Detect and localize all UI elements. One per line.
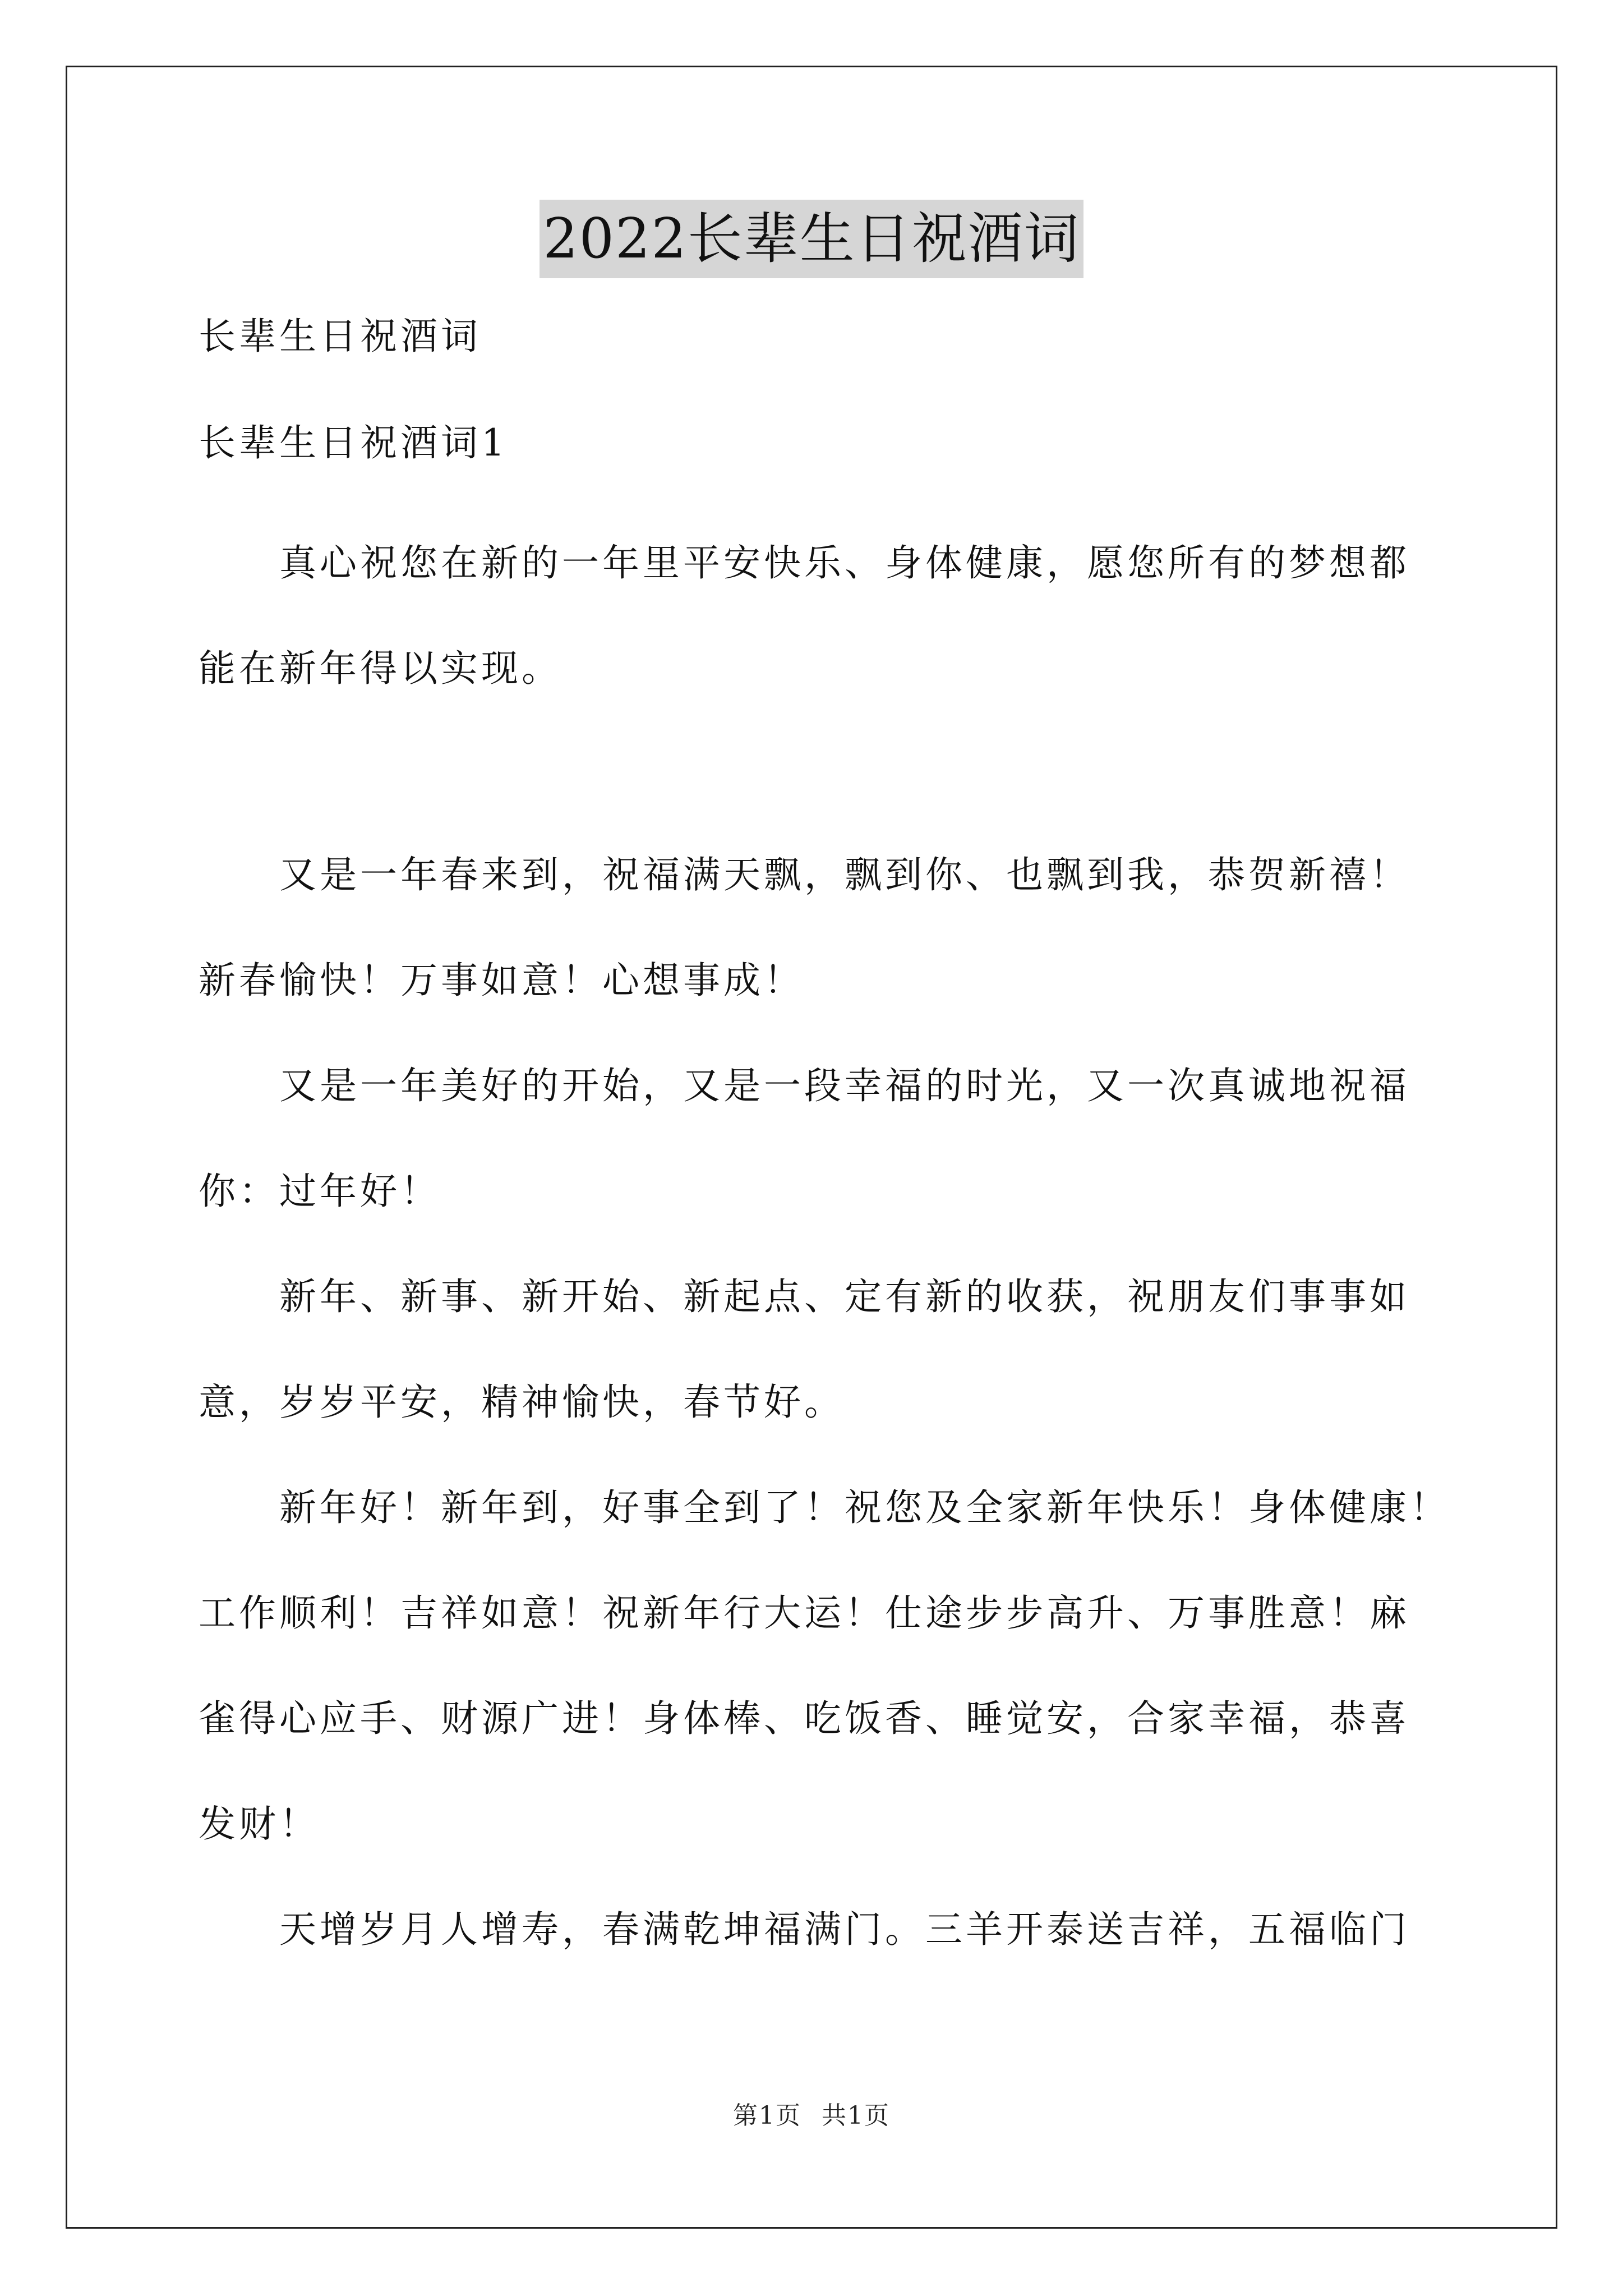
document-body bbox=[199, 314, 1455, 1982]
paragraph-line: 真心祝您在新的一年里平安快乐、身体健康，愿您所有的梦想都 bbox=[279, 541, 1410, 585]
paragraph-3 bbox=[199, 1033, 1455, 1244]
paragraph-line: 新春愉快！万事如意！心想事成！ bbox=[199, 959, 804, 1002]
paragraph-line: 意，岁岁平安，精神愉快，春节好。 bbox=[199, 1381, 845, 1424]
subheading: 长辈生日祝酒词 bbox=[199, 315, 481, 358]
page-number-total: 共1页 bbox=[822, 2101, 890, 2130]
paragraph-line: 又是一年春来到，祝福满天飘，飘到你、也飘到我，恭贺新禧！ bbox=[279, 853, 1410, 896]
paragraph-5 bbox=[199, 1455, 1455, 1877]
paragraph-line: 新年、新事、新开始、新起点、定有新的收获，祝朋友们事事如 bbox=[279, 1275, 1410, 1318]
paragraph-4 bbox=[199, 1244, 1455, 1455]
paragraph-2 bbox=[199, 822, 1455, 1033]
section-heading: 长辈生日祝酒词1 bbox=[199, 421, 508, 464]
paragraph-line: 天增岁月人增寿，春满乾坤福满门。三羊开泰送吉祥，五福临门 bbox=[279, 1908, 1410, 1951]
paragraph-line: 能在新年得以实现。 bbox=[199, 647, 562, 690]
page-number-current: 第1页 bbox=[733, 2101, 801, 2130]
paragraph-line: 发财！ bbox=[199, 1802, 320, 1846]
paragraph-line: 工作顺利！吉祥如意！祝新年行大运！仕途步步高升、万事胜意！麻 bbox=[199, 1591, 1410, 1635]
paragraph-6 bbox=[199, 1877, 1455, 1982]
paragraph-line: 又是一年美好的开始，又是一段幸福的时光，又一次真诚地祝福 bbox=[279, 1064, 1410, 1107]
document-title: 2022长辈生日祝酒词 bbox=[540, 200, 1083, 278]
paragraph-line: 雀得心应手、财源广进！身体棒、吃饭香、睡觉安，合家幸福，恭喜 bbox=[199, 1697, 1410, 1740]
paragraph-1 bbox=[199, 510, 1455, 721]
paragraph-line: 新年好！新年到，好事全到了！祝您及全家新年快乐！身体健康！ bbox=[279, 1486, 1450, 1529]
paragraph-line: 你：过年好！ bbox=[199, 1170, 441, 1213]
title-container bbox=[0, 200, 1623, 278]
page-footer bbox=[0, 2095, 1623, 2131]
